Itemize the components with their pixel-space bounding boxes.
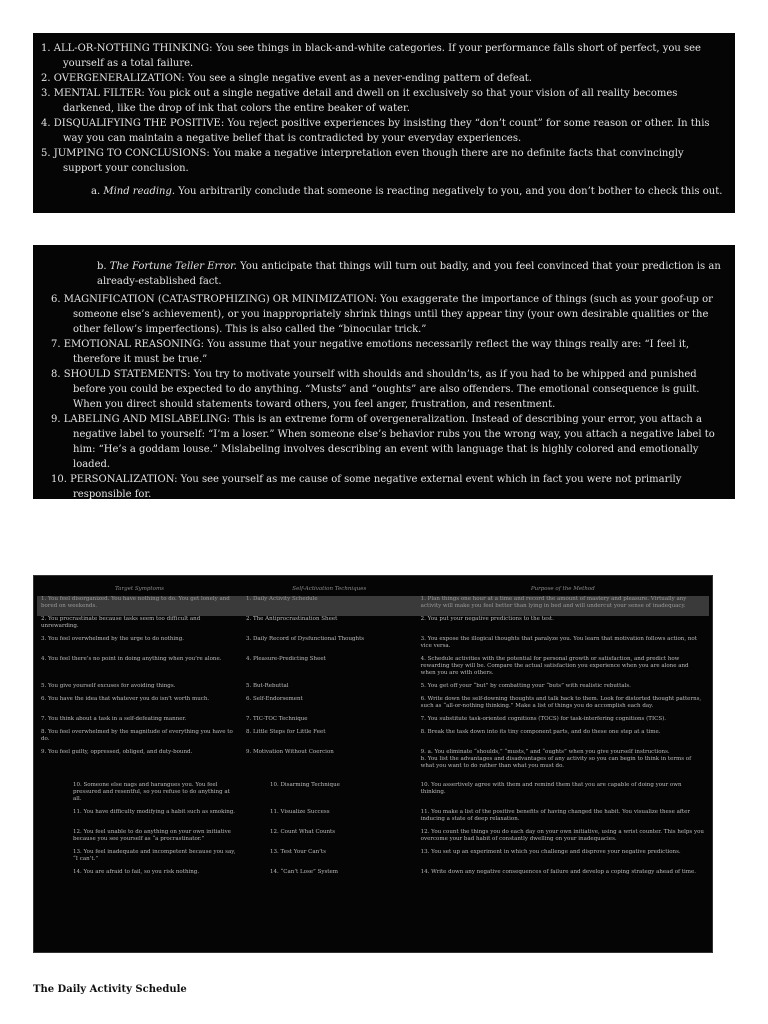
purpose-cell: 7. You substitute task-oriented cognitions (TOCS) for task-interfering cognitions (TICS). (420, 716, 666, 722)
table-row (37, 716, 709, 729)
purpose-cell: 11. You make a list of the positive benefits of having changed the habit. You visualize these after inducing a state of deep relaxation. (420, 809, 691, 822)
purpose-cell: 8. Break the task down into its tiny component parts, and do these one step at a time. (420, 729, 661, 735)
technique-cell: 1. Daily Activity Schedule (242, 596, 417, 616)
technique-cell: 4. Pleasure-Predicting Sheet (245, 656, 326, 662)
distortion-item: 5. JUMPING TO CONCLUSIONS: You make a negative interpretation even though there are no definite facts that convincingly support your conclusion. (41, 148, 684, 174)
technique-cell: 12. Count What Counts (269, 829, 336, 835)
distortion-subitem-fortune-teller: b. The Fortune Teller Error. You anticipate that things will turn out badly, and you feel convinced that your prediction is an already-established fact. (97, 261, 721, 287)
header-target-symptoms: Target Symptoms (114, 586, 164, 592)
distortions-list-2 (51, 292, 725, 499)
symptom-cell: 1. You feel disorganized. You have nothing to do. You get lonely and bored on weekends. (37, 596, 242, 616)
table-row (37, 636, 709, 656)
technique-cell: 5. But-Rebuttal (245, 683, 289, 689)
table-row (37, 869, 709, 882)
symptom-cell: 8. You feel overwhelmed by the magnitude of everything you have to do. (41, 729, 233, 742)
purpose-cell: 3. You expose the illogical thoughts that paralyze you. You learn that motivation follows action, not vice versa. (420, 636, 697, 649)
distortions-list-1 (41, 41, 725, 176)
table-row (37, 849, 709, 869)
purpose-cell: 9. a. You eliminate “shoulds,” “musts,” and “oughts” when you give yourself instructions. b. You list the advantages and disadvantages of any activity so you can begin to think in terms of what you want to do rather than what you must do. (420, 749, 692, 769)
symptom-cell: 9. You feel guilty, oppressed, obliged, and duty-bound. (41, 749, 193, 755)
technique-cell: 14. “Can’t Lose” System (269, 869, 338, 875)
symptom-cell: 14. You are afraid to fail, so you risk nothing. (73, 869, 200, 875)
technique-cell: 10. Disarming Technique (269, 782, 340, 788)
distortion-item: 1. ALL-OR-NOTHING THINKING: You see things in black-and-white categories. If your performance falls short of perfect, you see yourself as a total failure. (41, 43, 701, 69)
purpose-cell: 5. You get off your “but” by combatting your “buts” with realistic rebuttals. (420, 683, 631, 689)
purpose-cell: 1. Plan things one hour at a time and record the amount of mastery and pleasure. Virtually any activity will make you feel better than lying in bed and will undercut your sense of inadequacy. (417, 596, 709, 616)
distortion-item: 10. PERSONALIZATION: You see yourself as me cause of some negative external event which in fact you were not primarily responsible for. (51, 474, 682, 499)
table-row (37, 696, 709, 716)
symptom-cell: 11. You have difficulty modifying a habit such as smoking. (73, 809, 236, 815)
technique-cell: 11. Visualize Success (269, 809, 330, 815)
table-header-row (37, 582, 709, 596)
technique-cell: 6. Self-Endorsement (245, 696, 303, 702)
purpose-cell: 12. You count the things you do each day on your own initiative, using a wrist counter. This helps you overcome your bad habit of constantly dwelling on your inadequacies. (420, 829, 704, 842)
distortion-item: 2. OVERGENERALIZATION: You see a single negative event as a never-ending pattern of defeat. (41, 73, 532, 84)
purpose-cell: 13. You set up an experiment in which you challenge and disprove your negative predictions. (420, 849, 681, 855)
technique-cell: 7. TIC-TOC Technique (245, 716, 308, 722)
technique-cell: 13. Test Your Can’ts (269, 849, 326, 855)
distortion-item: 7. EMOTIONAL REASONING: You assume that your negative emotions necessarily reflect the way things really are: “I feel it, therefore it must be true.” (51, 339, 690, 365)
table-row (37, 616, 709, 636)
distortion-subitem-mind-reading: a. Mind reading. You arbitrarily conclude that someone is reacting negatively to you, and you don’t bother to check this out. (91, 186, 723, 197)
table-row (37, 782, 709, 809)
table-row (37, 729, 709, 749)
table-row (37, 809, 709, 829)
header-purpose: Purpose of the Method (530, 586, 595, 592)
table-row (37, 656, 709, 683)
distortion-item: 3. MENTAL FILTER: You pick out a single negative detail and dwell on it exclusively so that your vision of all reality becomes darkened, like the drop of ink that colors the entire beaker of water. (41, 88, 678, 114)
symptom-cell: 7. You think about a task in a self-defeating manner. (41, 716, 187, 722)
techniques-table (37, 582, 709, 882)
purpose-cell: 6. Write down the self-downing thoughts and talk back to them. Look for distorted thought patterns, such as “all-or-nothing thinking.” Make a list of things you do accomplish each day. (420, 696, 702, 709)
symptom-cell: 6. You have the idea that whatever you do isn’t worth much. (41, 696, 210, 702)
table-body (37, 596, 709, 882)
technique-cell: 8. Little Steps for Little Feet (245, 729, 326, 735)
symptom-cell: 10. Someone else nags and harangues you. You feel pressured and resentful, so you refuse to do anything at all. (73, 782, 230, 802)
purpose-cell: 4. Schedule activities with the potential for personal growth or satisfaction, and predict how rewarding they will be. Compare the actual satisfaction you experience when you are alone and when you are with others. (420, 656, 689, 676)
distortion-item: 8. SHOULD STATEMENTS: You try to motivate yourself with shoulds and shouldn’ts, as if you had to be whipped and punished before you could be expected to do anything. “Musts” and “oughts” are also offenders. The emotional consequence is guilt. When you direct should statements toward others, you feel anger, frustration, and resentment. (51, 369, 700, 410)
distortion-item: 6. MAGNIFICATION (CATASTROPHIZING) OR MINIMIZATION: You exaggerate the importance of things (such as your goof-up or someone else’s achievement), or you inappropriately shrink things until they appear tiny (your own desirable qualities or the other fellow’s imperfections). This is also called the “binocular trick.” (51, 294, 713, 335)
table-row (37, 749, 709, 776)
symptom-cell: 12. You feel unable to do anything on your own initiative because you see yourself as “a procrastinator.” (73, 829, 231, 842)
technique-cell: 9. Motivation Without Coercion (245, 749, 334, 755)
technique-cell: 2. The Antiprocrastination Sheet (245, 616, 338, 622)
technique-cell: 3. Daily Record of Dysfunctional Thoughts (245, 636, 365, 642)
symptom-cell: 3. You feel overwhelmed by the urge to do nothing. (41, 636, 184, 642)
distortions-panel-1 (33, 33, 735, 213)
distortion-item: 9. LABELING AND MISLABELING: This is an extreme form of overgeneralization. Instead of describing your error, you attach a negative label to yourself: “I’m a loser.” When someone else’s behavior rubs you the wrong way, you attach a negative label to him: “He’s a goddam louse.” Mislabeling involves describing an event with language that is highly colored and emotionally loaded. (51, 414, 715, 470)
table-row (37, 829, 709, 849)
purpose-cell: 14. Write down any negative consequences of failure and develop a coping strategy ahead of time. (420, 869, 697, 875)
symptom-cell: 13. You feel inadequate and incompetent because you say, “I can’t.” (73, 849, 236, 862)
distortion-item: 4. DISQUALIFYING THE POSITIVE: You reject positive experiences by insisting they “don’t count” for some reason or other. In this way you can maintain a negative belief that is contradicted by your everyday experiences. (41, 118, 710, 144)
self-activation-table (33, 575, 713, 953)
distortions-panel-2 (33, 245, 735, 499)
table-row (37, 683, 709, 696)
purpose-cell: 2. You put your negative predictions to the test. (420, 616, 554, 622)
table-row (37, 596, 709, 616)
section-heading: The Daily Activity Schedule (33, 984, 187, 995)
symptom-cell: 5. You give yourself excuses for avoiding things. (41, 683, 176, 689)
symptom-cell: 4. You feel there’s no point in doing anything when you’re alone. (41, 656, 222, 662)
symptom-cell: 2. You procrastinate because tasks seem too difficult and unrewarding. (41, 616, 201, 629)
purpose-cell: 10. You assertively agree with them and remind them that you are capable of doing your own thinking. (420, 782, 682, 795)
header-techniques: Self-Activation Techniques (292, 586, 367, 592)
